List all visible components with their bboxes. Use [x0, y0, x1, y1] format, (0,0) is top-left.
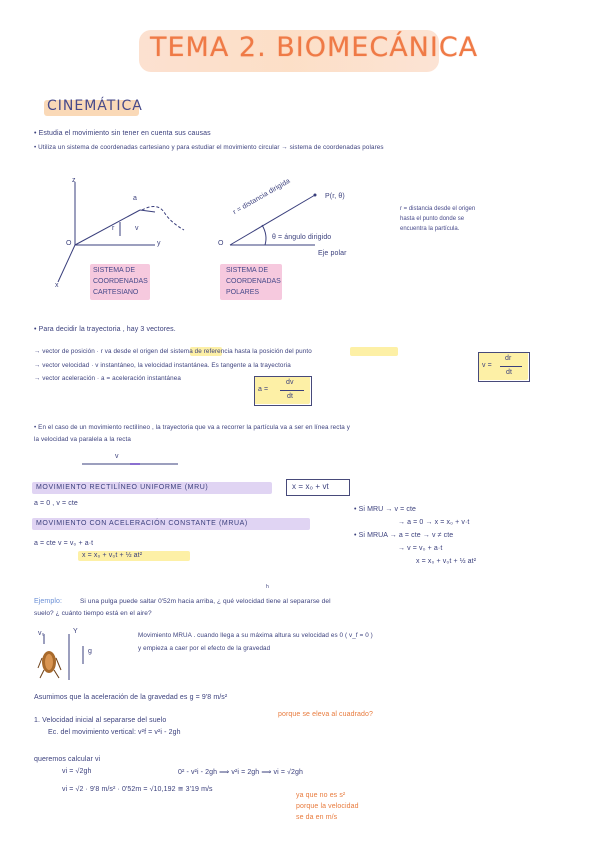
gravity-line: Asumimos que la aceleración de la gravedad es g = 9'8 m/s² — [34, 694, 228, 701]
polar-caption: SISTEMA DE COORDENADAS POLARES — [226, 267, 281, 296]
formula-v-den: dt — [506, 369, 513, 376]
flea-diagram — [36, 632, 96, 684]
trajectory-intro: • Para decidir la trayectoria , hay 3 vectores. — [34, 326, 176, 333]
example-text-2: suelo? ¿ cuánto tiempo está en el aire? — [34, 610, 152, 617]
calc-note: ya que no es s² porque la velocidad se da en m/s — [296, 792, 359, 821]
cartesian-caption: SISTEMA DE COORDENADAS CARTESIANO — [93, 267, 148, 296]
polar-axis-label: Eje polar — [318, 250, 347, 257]
section-heading: CINEMÁTICA — [47, 98, 143, 114]
mru-heading: MOVIMIENTO RECTILÍNEO UNIFORME (MRU) — [36, 484, 209, 491]
side-eq-4: → v = v₀ + a·t — [398, 545, 443, 552]
mrua-line-2: x = x₀ + v₀t + ½ at² — [82, 552, 143, 559]
formula-v-lhs: v = — [482, 362, 492, 369]
calc-line-1b: 0² - v²i - 2gh ⟹ v²i = 2gh ⟹ vi = √2gh — [178, 769, 303, 776]
example-label: Ejemplo: — [34, 598, 63, 605]
axis-z-label: z — [72, 177, 76, 184]
mrua-heading: MOVIMIENTO CON ACELERACIÓN CONSTANTE (MRUA) — [36, 520, 248, 527]
position-highlight — [350, 347, 398, 356]
vector-r-label: r — [112, 225, 115, 232]
calc-line-2: vi = √2 · 9'8 m/s² · 0'52m = √10,192 ≅ 3'19 m/s — [62, 786, 213, 793]
calc-line-1a: vi = √2gh — [62, 768, 92, 775]
v0-label: v₀ — [38, 630, 45, 637]
formula-v-num: dr — [505, 355, 512, 362]
side-eq-5: x = x₀ + v₀t + ½ at² — [416, 558, 477, 565]
g-label: g — [88, 648, 92, 655]
origin-label: O — [66, 240, 72, 247]
mrua-note-2: y empieza a caer por el efecto de la gravedad — [138, 645, 271, 652]
bullet-intro-2: • Utiliza un sistema de coordenadas cartesiano y para estudiar el movimiento circular → sistema de coordenadas polares — [34, 144, 384, 151]
example-h: h — [266, 584, 269, 590]
vector-a-label: a — [133, 195, 137, 202]
polar-theta-label: θ = ángulo dirigido — [272, 234, 332, 241]
polar-r-label: r = distancia dirigida — [232, 177, 292, 217]
rectilinear-note-2: la velocidad va paralela a la recta — [34, 436, 131, 443]
vector-acceleration: → vector aceleración · a = aceleración instantánea — [34, 375, 181, 382]
example-text-1: Si una pulga puede saltar 0'52m hacia arriba, ¿ qué velocidad tiene al separarse del — [80, 598, 331, 605]
step1-eq: Ec. del movimiento vertical: v²f = v²i - 2gh — [48, 729, 181, 736]
formula-a-num: dv — [286, 379, 294, 386]
side-eq-2: → a = 0 → x = x₀ + v·t — [398, 519, 470, 526]
v-arrow-label: v — [115, 453, 119, 460]
polar-origin: O — [218, 240, 224, 247]
axis-x-label: x — [55, 282, 59, 289]
axis-y-label: y — [157, 240, 161, 247]
bullet-intro-1: • Estudia el movimiento sin tener en cuenta sus causas — [34, 130, 211, 137]
step1-title: 1. Velocidad inicial al separarse del suelo — [34, 717, 167, 724]
vector-v-label: v — [135, 225, 139, 232]
formula-a-lhs: a = — [258, 386, 269, 393]
vector-position: → vector de posición · r va desde el origen del sistema de referencia hasta la posición del punto — [34, 348, 312, 355]
page-title: TEMA 2. BIOMECÁNICA — [150, 32, 479, 63]
v-arrow — [80, 460, 180, 468]
mru-conditions: a = 0 , v = cte — [34, 500, 78, 507]
vector-velocity: → vector velocidad · v instantáneo, la velocidad instantánea. Es tangente a la trayectoria — [34, 362, 291, 369]
mrua-line-1: a = cte v = v₀ + a·t — [34, 540, 94, 547]
y-axis-label: Y — [73, 628, 78, 635]
calc-heading: queremos calcular vi — [34, 756, 101, 763]
formula-a-den: dt — [287, 393, 294, 400]
mru-formula: x = x₀ + vt — [292, 482, 329, 491]
side-eq-1: • Si MRU → v = cte — [354, 506, 417, 513]
step1-note: porque se eleva al cuadrado? — [278, 711, 374, 718]
polar-note: r = distancia desde el origen hasta el punto donde se encuentra la partícula. — [400, 206, 476, 232]
mrua-note-1: Movimiento MRUA . cuando llega a su máxima altura su velocidad es 0 ( v_f = 0 ) — [138, 632, 373, 639]
side-eq-3: • Si MRUA → a = cte → v ≠ cte — [354, 532, 454, 539]
polar-point-label: P(r, θ) — [325, 193, 345, 200]
polar-diagram — [220, 177, 380, 260]
rectilinear-note-1: • En el caso de un movimiento rectilíneo , la trayectoria que va a recorrer la partícula va a ser en línea recta y — [34, 424, 351, 431]
